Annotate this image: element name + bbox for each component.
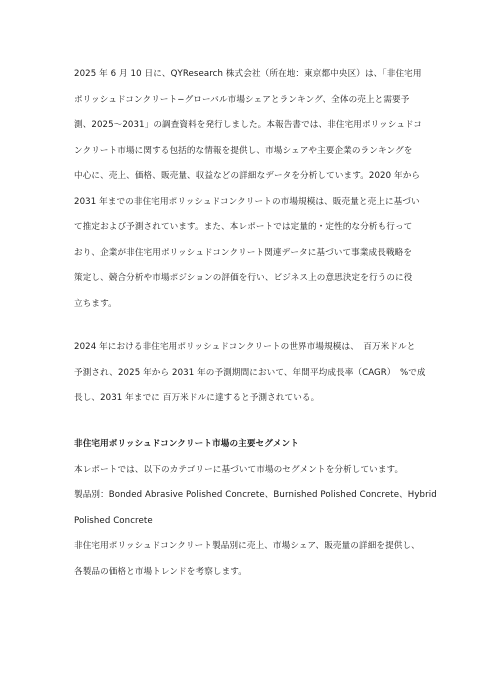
text-line: 予測され、2025 年から 2031 年の予測期間において、年間平均成長率（CAGR） %で成 [74,367,426,378]
text-line: 2025 年 6 月 10 日に、QYResearch 株式会社（所在地：東京都中央区）は、「非住宅用 [74,69,422,79]
text-line: おり、企業が非住宅用ポリッシュドコンクリート関連データに基づいて事業成長戦略を [74,247,413,258]
text-line: 2031 年までの非住宅用ポリッシュドコンクリートの市場規模は、販売量と売上に基づい [74,196,420,207]
text-line: 中心に、売上、価格、販売量、収益などの詳細なデータを分析しています。2020 年から [74,171,421,181]
text-line: て推定および予測されています。また、本レポートでは定量的・定性的な分析も行って [74,222,413,232]
market-size-paragraph [74,335,426,412]
segment-section [74,432,437,585]
text-line: 立ちます。 [74,298,117,309]
text-line: 策定し、競合分析や市場ポジションの評価を行い、ビジネス上の意思決定を行うのに役 [74,273,413,283]
text-line: 製品別：Bonded Abrasive Polished Concrete、Burnished Polished Concrete、Hybrid [74,490,437,500]
text-line: ポリッシュドコンクリート−グローバル市場シェアとランキング、全体の売上と需要予 [74,94,410,105]
intro-paragraph [74,62,422,317]
text-line: 測、2025〜2031」の調査資料を発行しました。本報告書では、非住宅用ポリッシュドコ [74,120,422,130]
text-line: 各製品の価格と市場トレンドを考察します。 [74,566,247,577]
text-line: Polished Concrete [74,515,153,526]
section-heading: 非住宅用ポリッシュドコンクリート市場の主要セグメント [74,439,299,449]
text-line: 非住宅用ポリッシュドコンクリート製品別に売上、市場シェア、販売量の詳細を提供し、 [74,541,420,551]
text-line: 2024 年における非住宅用ポリッシュドコンクリートの世界市場規模は、 百万米ドルと [74,342,416,352]
text-line: ンクリート市場に関する包括的な情報を提供し、市場シェアや主要企業のランキングを [74,145,413,156]
text-line: 本レポートでは、以下のカテゴリーに基づいて市場のセグメントを分析しています。 [74,464,404,475]
text-line: 長し、2031 年までに 百万米ドルに達すると予測されている。 [74,393,320,403]
